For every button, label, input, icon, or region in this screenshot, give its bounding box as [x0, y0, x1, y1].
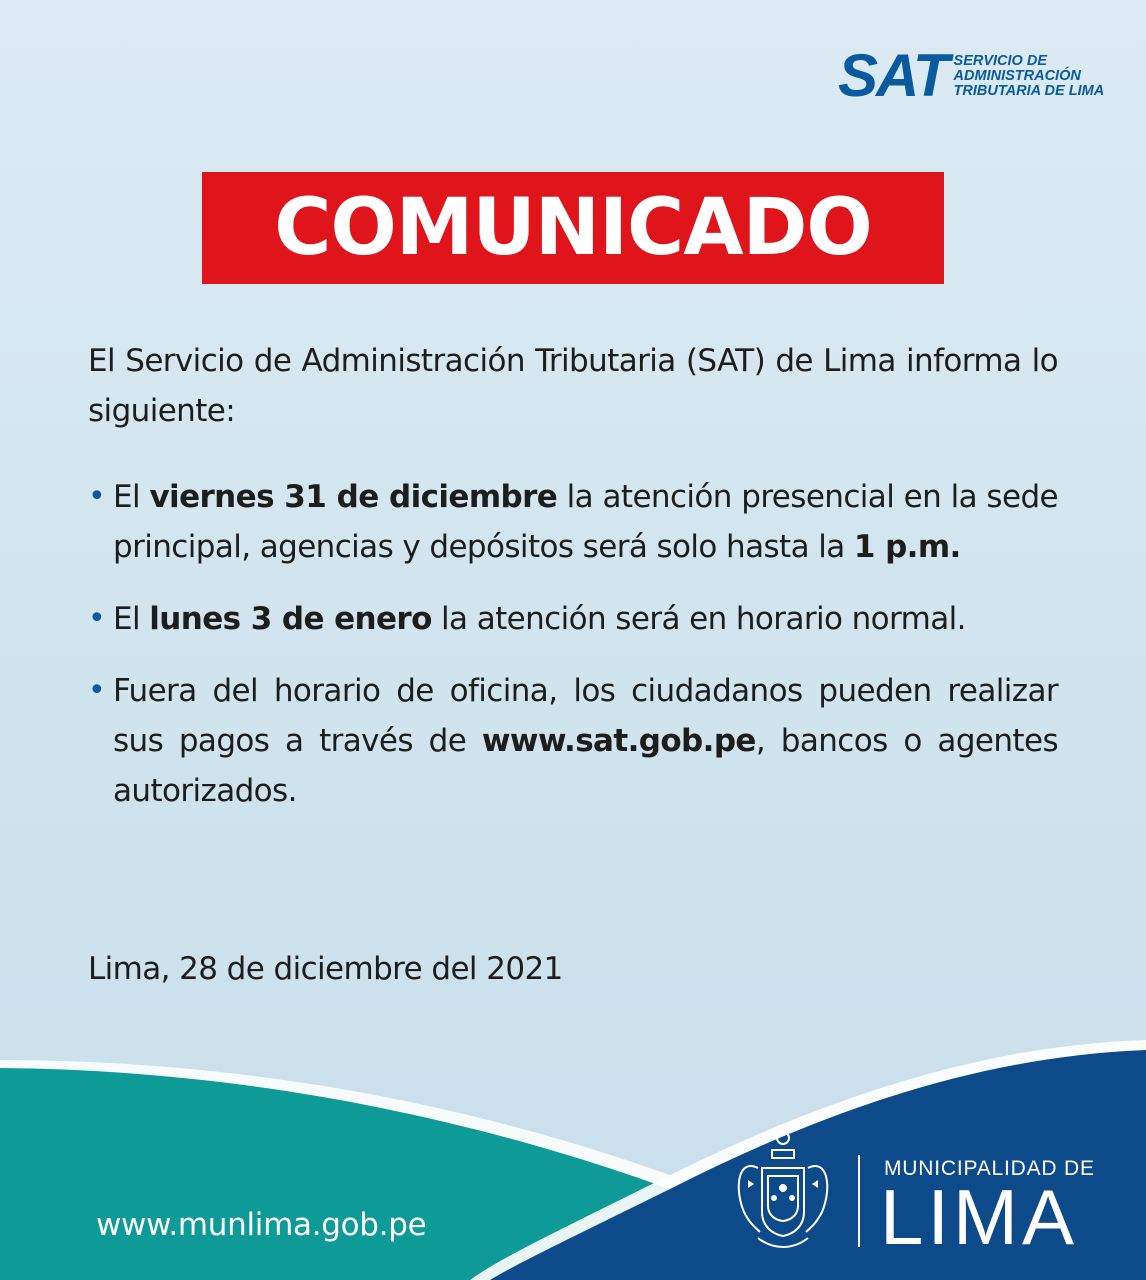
list-item: • Fuera del horario de oficina, los ciudadanos pueden realizar sus pagos a través de www.sat.gob.pe, bancos o agentes autorizados. [88, 666, 1058, 816]
list-item: • El lunes 3 de enero la atención será en horario normal. [88, 594, 1058, 644]
sat-logo-line-3: TRIBUTARIA DE LIMA [953, 83, 1105, 99]
sat-logo-mark: SAT [838, 42, 948, 109]
bullet-icon: • [88, 479, 106, 514]
sat-logo-line-2: ADMINISTRACIÓN [953, 68, 1081, 84]
list-item: • El viernes 31 de diciembre la atención presencial en la sede principal, agencias y depósitos será solo hasta la 1 p.m. [88, 472, 1058, 572]
sat-logo [838, 42, 1105, 109]
municipality-name: LIMA [880, 1173, 1079, 1261]
bullet-icon: • [88, 601, 106, 636]
page-title: COMUNICADO [274, 183, 872, 273]
municipality-label: MUNICIPALIDAD DE [884, 1157, 1095, 1180]
sat-logo-text [954, 54, 1105, 99]
footer-divider [858, 1155, 860, 1247]
bullet-icon: • [88, 673, 106, 708]
date-line: Lima, 28 de diciembre del 2021 [88, 951, 563, 987]
sat-logo-line-1: SERVICIO DE [953, 53, 1048, 69]
lima-crest-icon [728, 1128, 838, 1254]
footer-website-link[interactable]: www.munlima.gob.pe [96, 1207, 427, 1243]
sat-website-link[interactable]: www.sat.gob.pe [481, 723, 756, 759]
announcement-list [88, 472, 1058, 838]
title-banner [202, 172, 944, 284]
intro-paragraph: El Servicio de Administración Tributaria (SAT) de Lima informa lo siguiente: [88, 343, 1058, 429]
